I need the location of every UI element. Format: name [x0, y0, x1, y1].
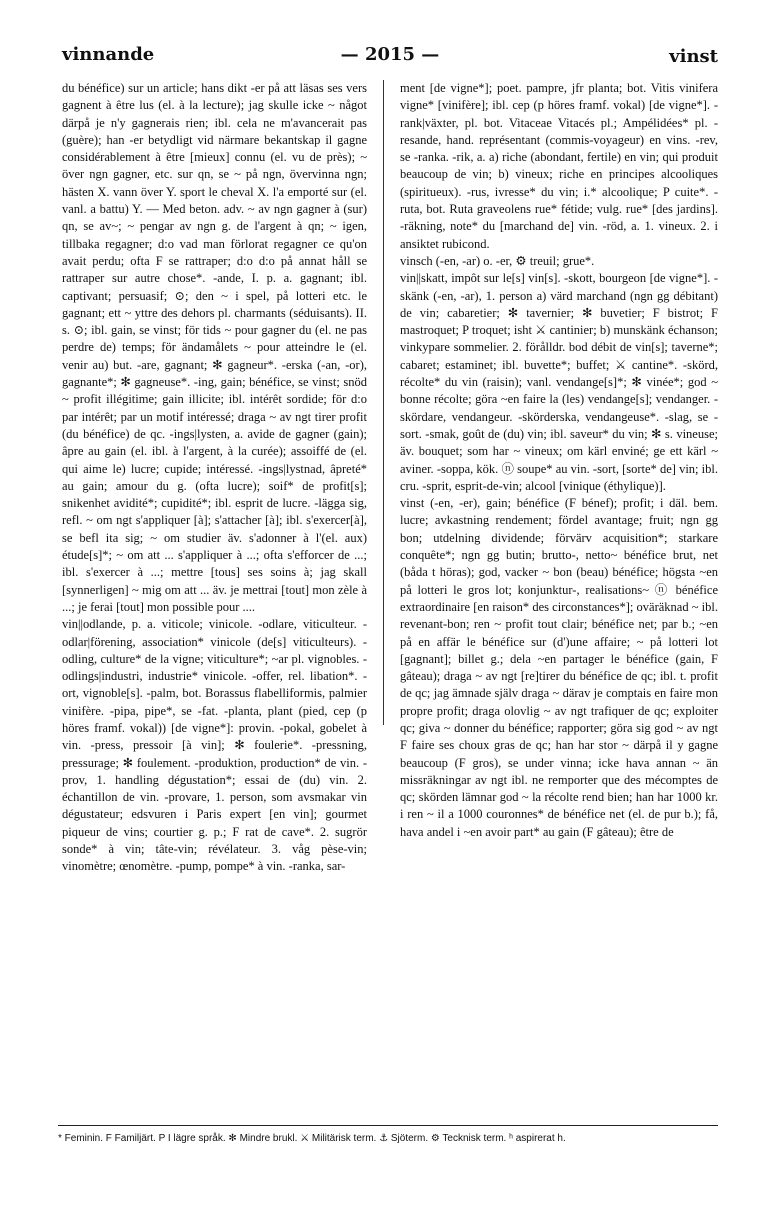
dictionary-entry: vin||odlande, p. a. viticole; vinicole. -odlare, viticulteur. -odlar|förening, association* vinicole (de[s] viticulteurs). -odling, culture* de la vigne; viticulture*; ~ar pl. vignobles. -odlings|industri, industrie* vinicole. -offer, rel. libation*. -ort, vignoble[s]. -palm, bot. Borassus flabelliformis, palmier vinifère. -pipa, pipe*, se -fat. -planta, plant (pied, cep (p höres framf. vokal)) [de vigne*]: provin. -pokal, gobelet à vin. -press, pressoir [à vin]; ✻ foulerie*. -pressning, pressurage; ✻ foulement. -produktion, production* de vin. -prov, 1. handling dégustation*; essai de (du) vin. 2. échantillon de vin. -provare, 1. person, som avsmakar vin dégustateur; edsvuren i Paris expert [en vin]; gourmet piqueur de vins; courtier g. p.; F rat de cave*. 2. sugrör sonde* à vin; tâte-vin; révélateur. 3. våg pèse-vin; vinomètre; œnomètre. -pump, pompe* à vin. -ranka, sar- [62, 617, 367, 874]
left-guide-word: vinnande [62, 44, 155, 65]
column-divider [383, 80, 384, 725]
abbreviation-legend: * Feminin. F Familjärt. P I lägre språk. ✻ Mindre brukl. ⚔ Militärisk term. ⚓ Sjöterm. ⚙ Tecknisk term. ʰ aspirerat h. [58, 1133, 566, 1144]
right-column [400, 80, 718, 841]
page-number: — 2015 — [340, 44, 440, 65]
dictionary-entry: vin||skatt, impôt sur le[s] vin[s]. -skott, bourgeon [de vigne*]. -skänk (-en, -ar), 1. person a) värd marchand (ngn gg débitant) de vin; cabaretier; ✻ tavernier; ✻ buvetier; F bistrot; F mastroquet; P troquet; isht ⚔ cantinier; b) munskänk échanson; vinkypare sommelier. 2. förålldr. bod débit de vin[s]; taverne*; cabaret; estaminet; ibl. buvette*; buffet; ⚔ cantine*. -skörd, récolte* du vin (raisin); vanl. vendange[s]*; ✻ vinée*; god ~ bonne récolte; göra ~en faire la (les) vendange[s]; vendanger. -skördare, vendangeur. -skörderska, vendangeuse*. -slag, se -sort. -smak, goût de (du) vin; ibl. saveur* du vin; ✻ s. vineuse; äv. bouquet; som har ~ vineux; om kärl enviné; ge ett kärl ~ aviner. -soppa, kök. ⓝ soupe* au vin. -sort, [sorte* de] vin; ibl. cru. -sprit, esprit-de-vin; alcool [vinique (éthylique)]. [400, 271, 718, 493]
dictionary-entry: du bénéfice) sur un article; hans dikt -er på att läsas ses vers gagnent à être lus (el. à la lecture); jag skulle icke ~ något därpå je n'y gagnerais rien; ibl. cela ne m'avancerait pas (guère); han -er betydligt vid närmare bekantskap il gagne considérablement à être [mieux] connu (el. vu de près); ~ över ngn gagner, etc. sur qn, se ~ på ngn, övervinna ngn; hästen X. vann över Y. sport le cheval X. l'a emporté sur (el. vanl. a battu) Y. — Med beton. adv. ~ av ngn gagner à (sur) qn, se av~; ~ pengar av ngn g. de l'argent à qn; ~ igen, tillbaka regagner; d:o vad man förlorat regagner ce qu'on avait perdu; ofta F se rattraper; d:o d:o på annat håll se rattraper sur autre chose*. -ande, I. p. a. gagnant; ibl. captivant; persuasif; ⊙; den ~ i spel, på lotteri etc. le gagnant; ett ~ yttre des dehors pl. charmants (séduisants). II. s. ⊙; ibl. gain, se vinst; för tids ~ pour gagner du (el. ne pas perdre de) temps; för ändamålets ~ pour atteindre le (el. venir au) but. -are, gagnant; ✻ gagneur*. -erska (-an, -or), gagnante*; ✻ gagneuse*. -ing, gain; bénéfice, se vinst; snöd ~ profit illégitime; gain illicite; ibl. intérêt sordide; för d:o par intérêt; par un motif intéressé; draga ~ av ngt tirer profit (du bénéfice) de qc. -ings|lysten, a. avide de gagner (gain); âpre au gain (el. ibl. à l'argent, à la curée); assoiffé de (el. qui aime le) lucre; cupide; intéressé. -ings|lystnad, âpreté* au gain; amour du g. (ofta lucre); soif* de profit[s]; snikenhet avidité*; cupidité*; ibl. esprit de lucre. -lägga sig, refl. ~ om ngt s'appliquer [à]; s'attacher [à]; ibl. s'exercer[à], se befl ita sig; ~ om studier äv. s'adonner à l'(el. aux) étude[s]*; ~ om att ... s'appliquer à ...; ofta s'efforcer de ...; ibl. s'exercer à ...; mettre [tous] ses soins à; jag skall [synnerligen] ~ mig om att ... äv. je mettrai [tout] mon zèle à ...; je ferai [tout] mon possible pour .... [62, 81, 367, 614]
dictionary-entry: vinsch (-en, -ar) o. -er, ⚙ treuil; grue*. [400, 253, 595, 268]
dictionary-entry: ment [de vigne*]; poet. pampre, jfr planta; bot. Vitis vinifera vigne* [vinifère]; ibl. cep (p höres framf. vokal) [de vigne*]. -rank|växter, pl. bot. Vitaceae Vitacés pl.; Ampélidées* pl. -resande, hand. représentant (commis-voyageur) en vins. -rev, se -ranka. -rik, a. a) riche (abondant, fertile) en vin; qui produit beaucoup de vin; b) vineux; riche en principes alcooliques (spiritueux). -rus, ivresse* du vin; i.* alcoolique; P cuite*. -ruta, bot. Ruta graveolens rue* fétide; vulg. rue* [des jardins]. -räkning, note* du [marchand de] vin. -röd, a. 1. vineux. 2. i ansiktet rubicond. [400, 81, 718, 251]
right-guide-word: vinst [669, 46, 718, 67]
footer-rule [58, 1125, 718, 1126]
dictionary-entry: vinst (-en, -er), gain; bénéfice (F bénef); profit; i däl. bem. lucre; avkastning rendement; fördel avantage; fruit; ngn gg bon; utdelning dividende; förvärv acquisition*; starkare conquête*; ngn gg butin; brutto-, netto~ bénéfice brut, net (båda t höras); god, vacker ~ bon (beau) bénéfice; högsta ~en på lotteri le gros lot; konjunktur-, realisations~ ⓝ bénéfice extraordinaire [en raison* des circonstances*]; oväräknad ~ ibl. revenant-bon; ren ~ profit tout clair; bénéfice net; par b.; ~en på en affär le bénéfice sur (d')une affaire; ~ på lotteri lot [gagnant]; billet g.; dela ~en partager le bénéfice (gain, F gâteau); draga ~ av ngt [re]tirer du bénéfice de qc; ibl. t. profit de qc; jag ämnade själv draga ~ därav je comptais en faire mon propre profit; draga olovlig ~ av ngt trafiquer de qc; exploiter qc; giva ~ donner du bénéfice; rapporter; göra sig god ~ av ngt F faire ses choux gras de qc; han har stor ~ därpå il y gagne beaucoup (F gros), se under vinna; icke hava annan ~ än missräkningar av ngt ibl. ne remporter que des mécomptes de qc; skörden lämnar god ~ la récolte rend bien; han har 1000 kr. i ren ~ il a 1000 couronnes* de bénéfice net (el. de pur b.); få, hava andel i ~en avoir part* au gain (F gâteau); être de [400, 496, 718, 839]
page-header [62, 44, 718, 70]
left-column [62, 80, 367, 876]
